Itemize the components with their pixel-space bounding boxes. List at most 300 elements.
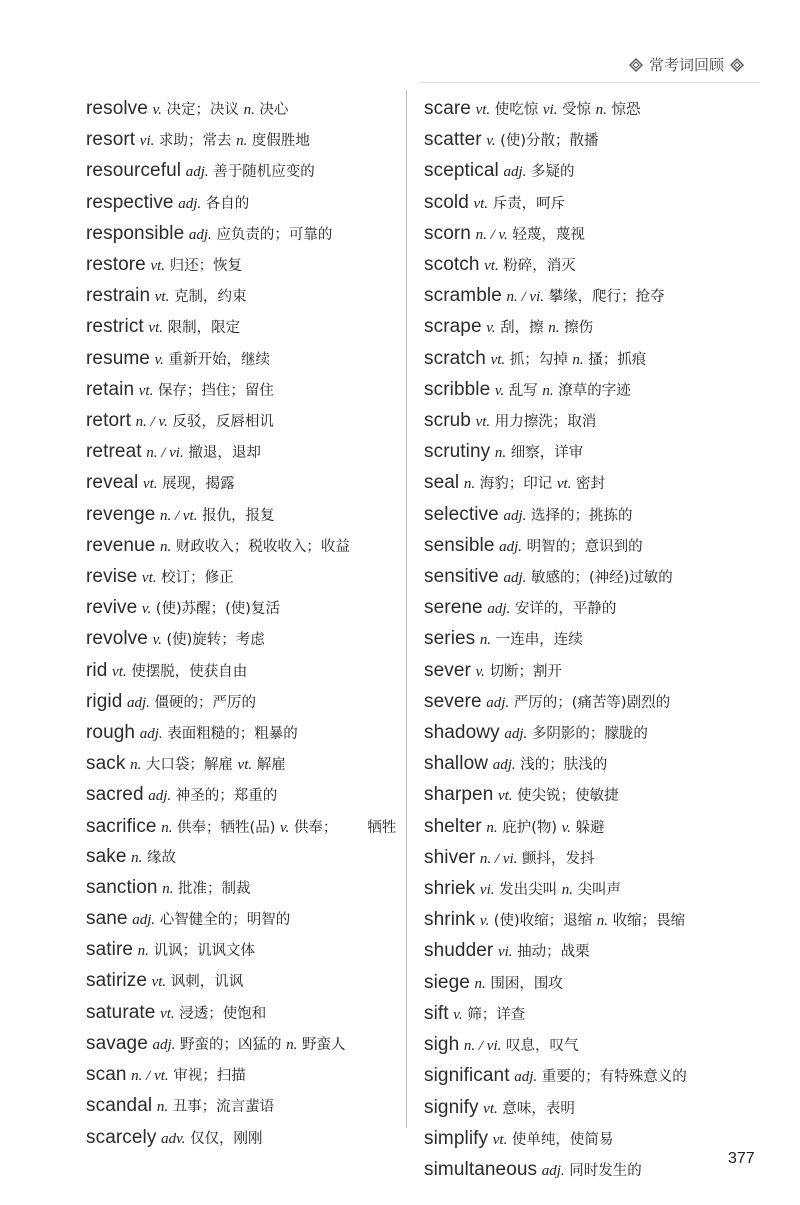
section-title: 常考词回顾 [648,56,724,74]
definition: 归还；恢复 [165,258,243,275]
vocab-entry [424,281,754,312]
definition: (使)旋转；考虑 [161,632,265,649]
definition: 收缩；畏缩 [608,913,686,930]
definition: 细察，详审 [506,445,584,462]
part-of-speech: n. / vi. [146,445,184,462]
vocab-word: retreat [86,441,142,463]
part-of-speech: n. / vi. [506,289,544,306]
part-of-speech: n. [494,445,507,462]
vocab-entry [424,312,754,343]
vocab-entry [86,188,406,219]
vocab-entry [424,188,754,219]
definition: 躲避 [570,819,605,836]
vocab-word: satirize [86,970,147,992]
part-of-speech: adj. [127,694,150,711]
vocab-entry [86,437,406,468]
part-of-speech: n. [137,943,149,960]
part-of-speech: vt. [475,102,491,118]
part-of-speech: n. [236,133,248,150]
vocab-entry [424,874,754,905]
part-of-speech: adj. [185,164,209,181]
definition: 多阴影的；朦胧的 [527,726,648,743]
part-of-speech: vt. [141,570,157,587]
part-of-speech: n. [156,1099,169,1116]
definition: 斥责，呵斥 [488,195,566,212]
vocab-entry [424,500,754,531]
part-of-speech: n. [486,819,498,836]
part-of-speech: vt. [150,258,166,275]
part-of-speech: vi. [542,102,558,118]
part-of-speech: vt. [484,258,499,275]
definition: 反驳，反唇相讥 [167,414,274,431]
vocab-entry [424,687,754,718]
vocab-entry [424,968,754,999]
part-of-speech: n. / v. [135,414,168,431]
definition: 应负责的；可靠的 [211,226,333,243]
vocab-word: sharpen [424,784,494,806]
definition: 丑事；流言蜚语 [168,1099,275,1116]
definition: 神圣的；郑重的 [171,788,278,805]
definition: 限制，限定 [163,320,241,337]
vocab-word: scrub [424,410,471,432]
definition: 克制，约束 [169,289,247,306]
definition: 围困，围攻 [485,975,563,992]
vocab-word: resourceful [86,160,182,182]
part-of-speech: adj. [152,1036,176,1053]
definition: 重新开始，继续 [163,351,270,368]
vocab-entry [86,406,406,437]
vocab-entry [424,780,754,811]
definition: 筛；详查 [462,1006,526,1023]
part-of-speech: vt. [483,1100,498,1117]
vocab-word: scribble [424,378,491,400]
right-column [424,94,754,1186]
vocab-entry [424,749,754,780]
vocab-entry [86,312,406,343]
vocab-word: scatter [424,129,482,151]
definition: 决定；决议 [161,102,244,118]
part-of-speech: adj. [139,726,163,743]
part-of-speech: n. [596,913,608,930]
part-of-speech: vi. [497,944,513,961]
definition: 校订；修正 [156,570,234,587]
vocab-word: responsible [86,222,185,244]
definition: 度假胜地 [247,133,310,150]
part-of-speech: adj. [503,164,527,181]
part-of-speech: n. [595,102,607,118]
vocab-entry [424,656,754,687]
vocab-word: resort [86,129,136,151]
part-of-speech: v. [152,102,162,118]
vocab-word: shriek [424,878,476,900]
vocab-word: shelter [424,815,482,837]
vocab-entry [424,999,754,1030]
definition: 一连串，连续 [491,632,583,649]
vocab-entry [86,531,406,562]
definition: 擦伤 [559,320,594,337]
vocab-word: shudder [424,940,494,962]
part-of-speech: adv. [161,1130,186,1147]
definition: 刮，擦 [495,320,549,337]
part-of-speech: vt. [473,195,489,212]
definition: 意味，表明 [497,1100,575,1117]
definition: 乱写 [504,382,543,399]
definition: 轻蔑，蔑视 [507,226,585,243]
vocab-entry [86,873,406,904]
vocab-entry [424,936,754,967]
part-of-speech: n. [162,880,174,897]
vocab-entry [424,718,754,749]
part-of-speech: vt. [138,382,154,399]
part-of-speech: adj. [132,912,156,929]
part-of-speech: adj. [541,1162,565,1179]
vocab-entry [86,935,406,966]
vocab-word: sensible [424,534,495,556]
vocab-entry [86,780,406,811]
vocab-word: simplify [424,1127,489,1149]
vocab-entry [86,94,406,125]
header-rule [420,82,760,83]
definition: 严厉的；(痛苦等)剧烈的 [509,694,671,711]
part-of-speech: vi. [479,882,495,899]
part-of-speech: n. / vt. [131,1068,169,1085]
vocab-entry [424,94,754,125]
definition: 心智健全的；明智的 [155,912,291,929]
vocab-word: sane [86,908,128,930]
vocab-entry [424,219,754,250]
vocab-entry [424,1124,754,1155]
definition: 明智的；意识到的 [522,538,643,555]
vocab-word: selective [424,503,499,525]
vocab-entry [86,842,406,873]
definition: (使)收缩；退缩 [489,913,597,930]
part-of-speech: vt. [112,663,127,680]
part-of-speech: vt. [148,320,163,337]
vocab-entry [424,812,754,843]
vocab-word: shadowy [424,722,500,744]
vocab-entry [86,1060,406,1091]
vocab-word: sensitive [424,566,499,588]
part-of-speech: vt. [151,974,167,991]
part-of-speech: adj. [178,195,202,212]
vocab-entry [424,1093,754,1124]
vocab-entry [86,904,406,935]
column-divider [406,90,407,1128]
vocab-word: simultaneous [424,1158,538,1180]
vocab-entry [86,219,406,250]
part-of-speech: adj. [148,788,172,805]
part-of-speech: n. [243,102,255,118]
vocab-entry [86,500,406,531]
vocab-word: scan [86,1064,127,1086]
vocab-word: sack [86,753,126,775]
part-of-speech: v. [486,133,496,150]
part-of-speech: vt. [490,351,506,368]
vocab-entry [86,375,406,406]
definition: 安详的，平静的 [510,601,617,618]
vocab-word: severe [424,690,482,712]
vocab-entry [424,437,754,468]
vocab-word: revenue [86,534,156,556]
part-of-speech: adj. [499,538,523,555]
definition: 同时发生的 [564,1162,642,1179]
vocab-word: serene [424,597,483,619]
part-of-speech: vt. [492,1131,508,1148]
definition: 保存；挡住；留住 [153,382,274,399]
vocab-word: scold [424,191,469,213]
part-of-speech: n. / vt. [159,507,198,524]
part-of-speech: vt. [237,757,253,774]
vocab-word: sanction [86,876,158,898]
vocab-entry [86,656,406,687]
vocab-word: sift [424,1002,449,1024]
vocab-entry [86,593,406,624]
vocab-word: sacrifice [86,815,157,837]
vocab-word: signify [424,1096,479,1118]
vocab-entry [424,406,754,437]
vocab-entry [86,998,406,1029]
definition: 求助；常去 [154,133,237,150]
part-of-speech: n. [130,757,142,774]
vocab-word: savage [86,1032,148,1054]
vocab-word: significant [424,1065,510,1087]
definition: 野蛮的；凶猛的 [175,1036,287,1053]
vocab-word: sigh [424,1034,460,1056]
vocab-entry [86,250,406,281]
definition: 解雇 [252,757,286,774]
vocab-word: scrape [424,316,482,338]
vocab-word: retain [86,378,135,400]
part-of-speech: adj. [503,570,527,587]
vocab-entry [86,718,406,749]
part-of-speech: n. / vi. [463,1038,502,1055]
part-of-speech: adj. [503,507,527,524]
left-column [86,94,406,1154]
page-header [629,54,744,75]
definition: 仅仅，刚刚 [185,1130,263,1147]
definition: 野蛮人 [297,1036,346,1053]
part-of-speech: n. [542,382,554,399]
definition: 使单纯，使简易 [507,1131,614,1148]
part-of-speech: n. [548,320,560,337]
vocab-entry [86,749,406,780]
vocab-entry [424,905,754,936]
vocab-word: retort [86,410,131,432]
definition: 善于随机应变的 [208,164,315,181]
part-of-speech: vt. [475,414,491,431]
vocab-word: shiver [424,846,476,868]
vocab-entry [424,593,754,624]
vocab-word: series [424,628,476,650]
vocab-entry [424,125,754,156]
vocab-entry [86,344,406,375]
definition: 使摆脱，使获自由 [126,663,248,680]
definition: 浸透；使饱和 [174,1005,267,1022]
part-of-speech: v. [141,601,152,618]
vocab-word: revise [86,566,138,588]
vocab-word: rough [86,722,136,744]
vocab-entry [424,375,754,406]
definition: 决心 [254,102,289,118]
vocab-word: scarcely [86,1126,157,1148]
vocab-word: scandal [86,1095,153,1117]
vocab-word: siege [424,971,470,993]
vocab-word: revenge [86,503,156,525]
definition: 抽动；战栗 [512,944,590,961]
part-of-speech: n. [561,882,573,899]
vocab-word: respective [86,191,174,213]
part-of-speech: v. [494,382,505,399]
definition: 讥讽；讥讽文体 [148,943,256,960]
definition: 浅的；肤浅的 [515,757,608,774]
definition: 僵硬的；严厉的 [149,694,257,711]
part-of-speech: vt. [160,1005,175,1022]
definition: 发出尖叫 [494,882,562,899]
definition: 颤抖，发抖 [517,850,595,867]
definition: 惊恐 [606,102,641,118]
definition: 庇护(物) [497,819,562,836]
part-of-speech: n. [131,849,143,866]
part-of-speech: vi. [139,133,155,150]
part-of-speech: n. [159,538,172,555]
definition: 重要的；有特殊意义的 [537,1069,687,1086]
vocab-entry [424,562,754,593]
definition: 攀缘，爬行；抢夺 [544,289,665,306]
definition: 展现，揭露 [157,476,235,493]
vocab-entry [424,344,754,375]
vocab-word: sceptical [424,160,499,182]
part-of-speech: n. [161,819,173,836]
vocab-word: restrain [86,285,151,307]
definition: (使)分散；散播 [495,133,599,150]
definition: 切断；割开 [484,663,562,680]
vocab-word: scotch [424,254,480,276]
vocab-word: scare [424,98,471,119]
definition: 叹息，叹气 [501,1038,579,1055]
page-number: 377 [728,1150,755,1167]
definition: 敏感的；(神经)过敏的 [526,570,673,587]
part-of-speech: adj. [487,601,511,618]
definition: 各自的 [201,195,250,212]
vocab-entry [86,812,406,842]
part-of-speech: vt. [497,788,513,805]
vocab-entry [424,468,754,499]
part-of-speech: v. [486,320,496,337]
definition: 用力擦洗；取消 [490,414,597,431]
vocab-entry [424,1030,754,1061]
part-of-speech: n. [474,975,486,992]
vocab-word: restore [86,254,146,276]
definition: 多疑的 [526,164,575,181]
definition: 大口袋；解雇 [141,757,238,774]
vocab-word: rid [86,659,108,681]
vocab-word: revive [86,597,138,619]
vocab-entry [86,1123,406,1154]
vocab-entry [424,1061,754,1092]
vocab-word: shrink [424,909,476,931]
vocab-entry [86,125,406,156]
part-of-speech: n. / v. [475,226,508,243]
part-of-speech: v. [453,1006,463,1023]
definition: 缘故 [142,849,177,866]
definition: 表面粗糙的；粗暴的 [162,726,298,743]
part-of-speech: adj. [504,726,528,743]
part-of-speech: adj. [188,226,212,243]
part-of-speech: vt. [142,476,158,493]
vocab-entry [424,624,754,655]
definition: 供奉；牺牲(品) [172,819,280,836]
definition: 撤退，退却 [183,445,261,462]
definition: 粉碎，消灭 [498,258,576,275]
part-of-speech: n. [286,1036,298,1053]
definition: 供奉； [289,819,338,836]
vocab-word: rigid [86,690,123,712]
vocab-word: resume [86,347,150,369]
definition: 财政收入；税收收入；收益 [171,538,350,555]
vocab-word: shallow [424,753,489,775]
definition: 海豹；印记 [475,476,557,493]
vocab-entry [424,531,754,562]
vocab-entry [86,562,406,593]
vocab-word: scrutiny [424,441,491,463]
part-of-speech: adj. [486,694,510,711]
definition: 使尖锐；使敏捷 [512,788,619,805]
vocab-word: seal [424,472,460,494]
vocab-word: scramble [424,285,502,307]
vocab-word: reveal [86,472,139,494]
vocab-entry [86,281,406,312]
vocab-word: scratch [424,347,486,369]
definition: 选择的；挑拣的 [526,507,633,524]
vocab-entry [86,1029,406,1060]
diamond-ornament-icon [629,58,643,72]
vocab-word: sacred [86,784,144,806]
vocab-entry [86,624,406,655]
part-of-speech: v. [152,632,162,649]
definition: 密封 [571,476,606,493]
definition-continuation: 牺牲 [367,819,397,836]
definition: 报仇，报复 [197,507,275,524]
definition: 批准；制裁 [173,880,251,897]
vocab-entry [424,156,754,187]
definition: 抓；勾掉 [505,351,573,368]
vocab-word: satire [86,939,134,961]
vocab-entry [86,966,406,997]
part-of-speech: n. [463,476,476,493]
part-of-speech: adj. [514,1069,538,1086]
vocab-word: restrict [86,316,144,338]
definition: 受惊 [557,102,596,118]
part-of-speech: vt. [154,289,170,306]
part-of-speech: v. [280,819,290,836]
vocab-word: revolve [86,628,148,650]
part-of-speech: v. [475,663,485,680]
vocab-entry [424,250,754,281]
vocab-entry [86,1091,406,1122]
part-of-speech: v. [154,351,164,368]
part-of-speech: n. [572,351,584,368]
part-of-speech: v. [561,819,571,836]
definition: (使)苏醒；(使)复活 [151,601,280,618]
part-of-speech: n. [479,632,492,649]
vocab-entry [424,843,754,874]
definition: 讽刺，讥讽 [166,974,244,991]
definition: 使吃惊 [490,102,543,118]
vocab-word: scorn [424,222,471,244]
vocab-entry [86,468,406,499]
vocab-entry [86,687,406,718]
part-of-speech: vt. [556,476,572,493]
